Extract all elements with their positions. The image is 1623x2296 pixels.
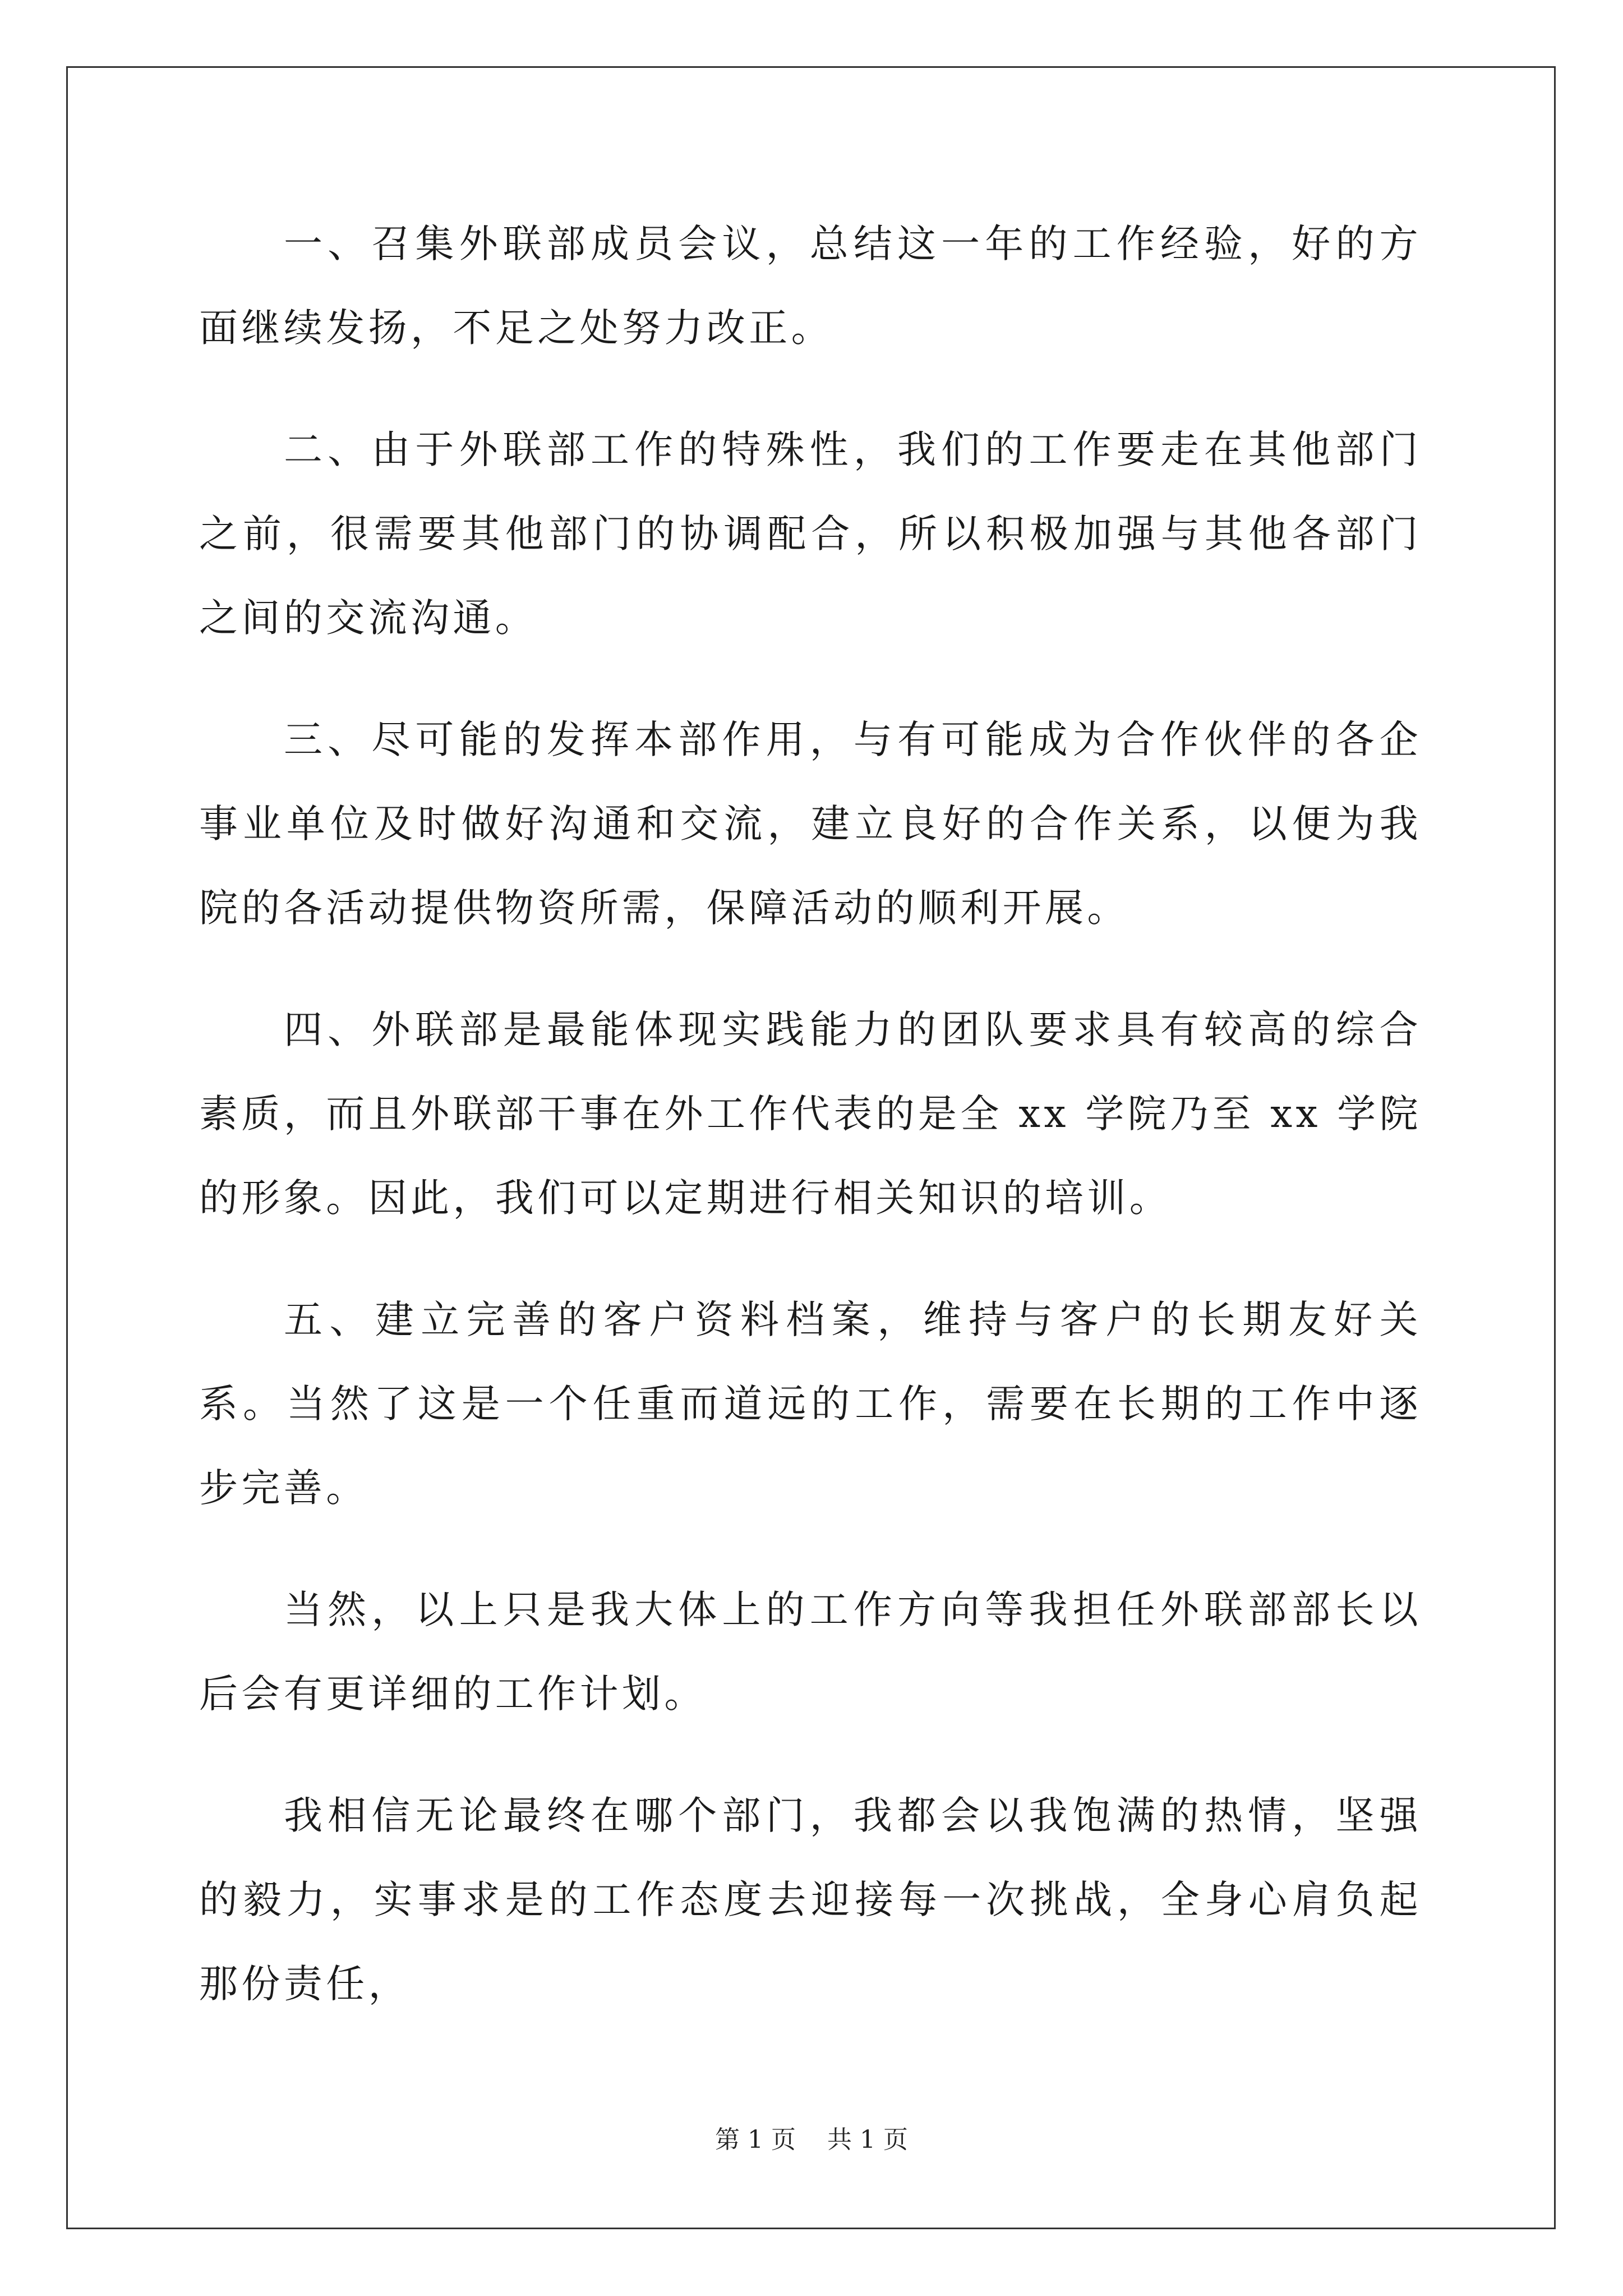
paragraph-4: 四、外联部是最能体现实践能力的团队要求具有较高的综合素质，而且外联部干事在外工作代表的是全 xx 学院乃至 xx 学院的形象。因此，我们可以定期进行相关知识的培训。 [199, 1007, 1422, 1221]
paragraph-3: 三、尽可能的发挥本部作用，与有可能成为合作伙伴的各企事业单位及时做好沟通和交流，建立良好的合作关系，以便为我院的各活动提供物资所需，保障活动的顺利开展。 [199, 717, 1422, 931]
paragraph-7: 我相信无论最终在哪个部门，我都会以我饱满的热情，坚强的毅力，实事求是的工作态度去迎接每一次挑战，全身心肩负起那份责任， [199, 1793, 1422, 2007]
document-body [199, 202, 1422, 2064]
paragraph-1: 一、召集外联部成员会议，总结这一年的工作经验，好的方面继续发扬，不足之处努力改正。 [199, 222, 1422, 351]
page-number: 第 1 页 [715, 2125, 796, 2154]
paragraph-6: 当然，以上只是我大体上的工作方向等我担任外联部部长以后会有更详细的工作计划。 [199, 1588, 1422, 1717]
paragraph-5: 五、建立完善的客户资料档案，维持与客户的长期友好关系。当然了这是一个任重而道远的工作，需要在长期的工作中逐步完善。 [199, 1297, 1422, 1511]
page-total: 共 1 页 [827, 2125, 908, 2154]
page-footer [0, 2123, 1623, 2157]
paragraph-2: 二、由于外联部工作的特殊性，我们的工作要走在其他部门之前，很需要其他部门的协调配合，所以积极加强与其他各部门之间的交流沟通。 [199, 427, 1422, 641]
